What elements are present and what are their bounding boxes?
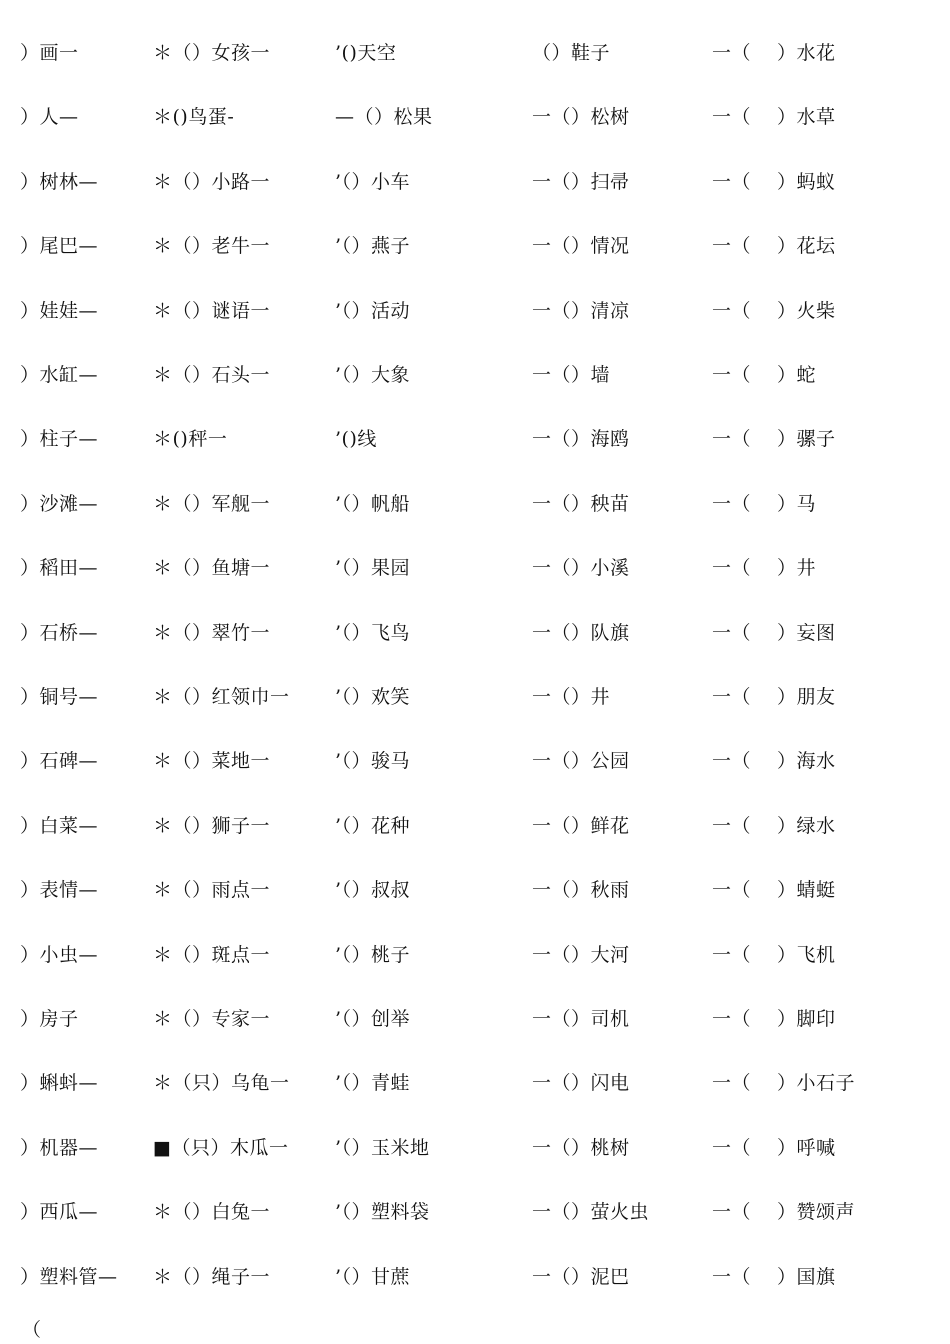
measure-word-item: 一（ ）花坛 [712,235,836,258]
measure-word-item: ’()天空 [335,42,397,64]
measure-word-item: 一（）大河 [532,943,630,966]
measure-word-item: ＊()鸟蛋- [153,106,235,129]
exercise-row [0,102,950,132]
trailing-paren: （ [22,1319,42,1341]
measure-word-item: ’（）叔叔 [335,879,411,902]
measure-word-item: 一（）鲜花 [532,814,630,837]
measure-word-item: ）树林— [20,170,99,193]
measure-word-item: 一（ ）绿水 [712,814,836,837]
measure-word-item: ＊（）白兔一 [153,1201,271,1224]
measure-word-item: 一（）泥巴 [532,1265,630,1288]
measure-word-item: ＊（）斑点一 [153,943,271,966]
exercise-row [0,231,950,261]
measure-word-item: ’（）塑料袋 [335,1201,430,1224]
measure-word-item: ＊（）狮子一 [153,814,271,837]
exercise-row [0,618,950,648]
exercise-row [0,1068,950,1098]
measure-word-item: 一（ ）水草 [712,106,836,129]
measure-word-item: ’（）青蛙 [335,1072,411,1095]
measure-word-item: 一（）秧苗 [532,492,630,515]
measure-word-item: ＊（）翠竹一 [153,621,271,644]
measure-word-item: ）机器— [20,1136,99,1159]
measure-word-item: 一（ ）马 [712,492,817,515]
measure-word-item: ’（）欢笑 [335,686,411,708]
measure-word-item: ）小虫— [20,943,99,966]
measure-word-item: ＊（）雨点一 [153,879,271,902]
measure-word-item: ＊（）小路一 [153,170,271,193]
measure-word-item: 一（ ）井 [712,557,817,580]
measure-word-item: ）蝌蚪— [20,1072,99,1095]
measure-word-item: 一（）闪电 [532,1072,630,1095]
measure-word-item: 一（）扫帚 [532,170,630,193]
measure-word-item: 一（ ）朋友 [712,686,836,708]
exercise-row [0,811,950,841]
measure-word-item: ’（）燕子 [335,235,411,258]
measure-word-item: 一（ ）海水 [712,750,836,773]
measure-word-item: 一（）海鸥 [532,428,630,451]
exercise-row [0,940,950,970]
measure-word-item: 一（ ）小石子 [712,1072,856,1095]
measure-word-item: 一（）井 [532,686,611,708]
measure-word-item: 一（ ）蜻蜓 [712,879,836,902]
measure-word-item: ）沙滩— [20,492,99,515]
exercise-row [0,38,950,68]
measure-word-item: ’（）大象 [335,364,411,386]
measure-word-item: ）塑料管— [20,1265,118,1288]
measure-word-item: ）石碑— [20,750,99,773]
measure-word-item: ）西瓜— [20,1201,99,1224]
measure-word-item: 一（ ）火柴 [712,299,836,322]
measure-word-item: 一（ ）呼喊 [712,1136,836,1159]
measure-word-item: 一（ ）妄图 [712,621,836,644]
measure-word-item: ＊（）老牛一 [153,235,271,258]
measure-word-item: 一（ ）国旗 [712,1265,836,1288]
measure-word-item: ＊（）红领巾一 [153,686,290,708]
exercise-row [0,1262,950,1292]
measure-word-item: ＊()秤一 [153,428,228,451]
measure-word-item: ’（）小车 [335,170,411,193]
measure-word-item: 一（）桃树 [532,1136,630,1159]
measure-word-item: ＊（）菜地一 [153,750,271,773]
measure-word-item: 一（）松树 [532,106,630,129]
exercise-row [0,360,950,390]
measure-word-item: ）画一 [20,42,79,64]
measure-word-item: ）尾巴— [20,235,99,258]
measure-word-item: ）房子 [20,1008,79,1030]
measure-word-item: 一（ ）赞颂声 [712,1201,856,1224]
measure-word-item: ＊（）谜语一 [153,299,271,322]
measure-word-item: 一（）情况 [532,235,630,258]
exercise-row [0,1197,950,1227]
measure-word-item: ＊（）鱼塘一 [153,557,271,580]
measure-word-item: ’（）玉米地 [335,1136,430,1159]
measure-word-item: ）稻田— [20,557,99,580]
measure-word-item: 一（ ）蚂蚁 [712,170,836,193]
measure-word-item: ’（）骏马 [335,750,411,773]
measure-word-item: ）白菜— [20,814,99,837]
exercise-row [0,1133,950,1163]
measure-word-item: ）水缸— [20,364,99,386]
exercise-row [0,553,950,583]
measure-word-item: 一（）墙 [532,364,611,386]
measure-word-item: 一（ ）蛇 [712,364,817,386]
measure-word-item: ’()线 [335,428,377,451]
measure-word-item: （）鞋子 [532,42,611,64]
measure-word-item: ’（）飞鸟 [335,621,411,644]
measure-word-item: ＊（）石头一 [153,364,271,386]
measure-word-item: ）柱子— [20,428,99,451]
measure-word-item: 一（）队旗 [532,621,630,644]
measure-word-item: ＊（）绳子一 [153,1265,271,1288]
exercise-row [0,746,950,776]
measure-word-item: 一（）小溪 [532,557,630,580]
measure-word-item: ’（）果园 [335,557,411,580]
measure-word-item: 一（ ）脚印 [712,1008,836,1030]
exercise-row [0,424,950,454]
measure-word-item: ’（）甘蔗 [335,1265,411,1288]
measure-word-item: ’（）桃子 [335,943,411,966]
measure-word-item: 一（）清凉 [532,299,630,322]
measure-word-item: ’（）帆船 [335,492,411,515]
measure-word-item: 一（）公园 [532,750,630,773]
measure-word-item: ’（）创举 [335,1008,411,1030]
measure-word-item: —（）松果 [335,106,433,129]
measure-word-item: ■（只）木瓜一 [153,1136,289,1159]
exercise-row [0,489,950,519]
measure-word-item: ’（）活动 [335,299,411,322]
measure-word-item: ＊（只）乌龟一 [153,1072,290,1095]
exercise-row [0,875,950,905]
measure-word-item: ）石桥— [20,621,99,644]
measure-word-item: 一（）萤火虫 [532,1201,650,1224]
measure-word-item: 一（ ）骡子 [712,428,836,451]
measure-word-item: 一（ ）飞机 [712,943,836,966]
measure-word-item: ＊（）军舰一 [153,492,271,515]
measure-word-item: 一（）秋雨 [532,879,630,902]
measure-word-item: 一（ ）水花 [712,42,836,64]
measure-word-item: 一（）司机 [532,1008,630,1030]
measure-word-item: ＊（）女孩一 [153,42,271,64]
exercise-row [0,1004,950,1034]
measure-word-item: ）铜号— [20,686,99,708]
measure-word-item: ＊（）专家一 [153,1008,271,1030]
exercise-row [0,682,950,712]
exercise-row [0,167,950,197]
measure-word-item: ）娃娃— [20,299,99,322]
measure-word-item: ）人— [20,106,79,129]
exercise-row [0,296,950,326]
measure-word-item: ’（）花种 [335,814,411,837]
measure-word-item: ）表情— [20,879,99,902]
